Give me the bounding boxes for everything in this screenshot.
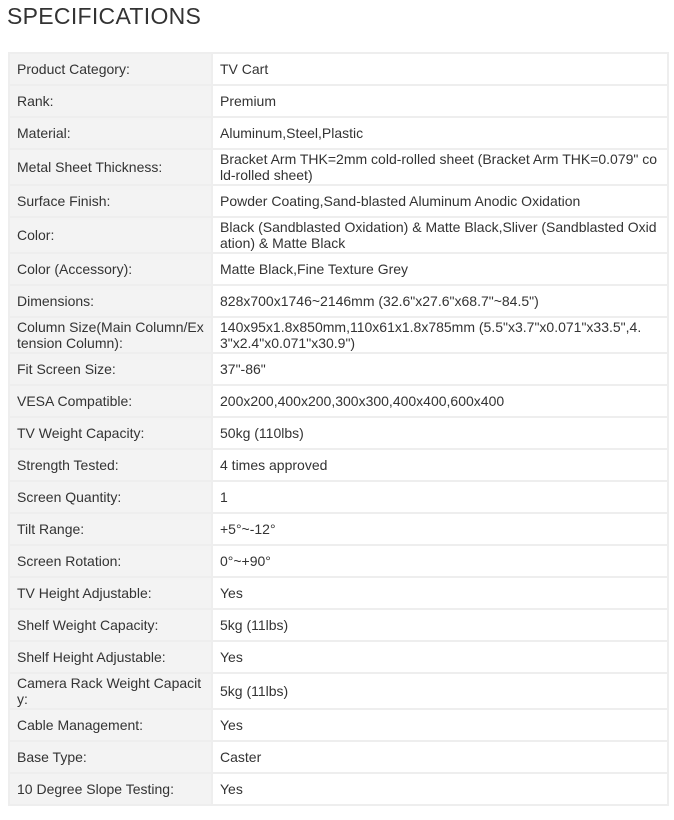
spec-label: Material: [9, 117, 212, 149]
spec-value: Yes [212, 577, 668, 609]
spec-value: +5°~-12° [212, 513, 668, 545]
table-row [9, 353, 668, 385]
table-row [9, 773, 668, 805]
table-row [9, 481, 668, 513]
table-row [9, 641, 668, 673]
spec-label: Color: [9, 217, 212, 253]
spec-value: 4 times approved [212, 449, 668, 481]
specifications-table [8, 52, 669, 806]
spec-label: Rank: [9, 85, 212, 117]
spec-label: Screen Rotation: [9, 545, 212, 577]
table-row [9, 53, 668, 85]
spec-label: Camera Rack Weight Capacity: [9, 673, 212, 709]
spec-value: Bracket Arm THK=2mm cold-rolled sheet (Bracket Arm THK=0.079" cold-rolled sheet) [212, 149, 668, 185]
spec-label: Cable Management: [9, 709, 212, 741]
table-row [9, 417, 668, 449]
table-row [9, 709, 668, 741]
table-row [9, 317, 668, 353]
table-row [9, 449, 668, 481]
table-row [9, 217, 668, 253]
table-row [9, 85, 668, 117]
spec-value: 37"-86" [212, 353, 668, 385]
spec-label: Tilt Range: [9, 513, 212, 545]
spec-value: TV Cart [212, 53, 668, 85]
table-row [9, 609, 668, 641]
table-row [9, 741, 668, 773]
spec-label: Dimensions: [9, 285, 212, 317]
spec-label: Screen Quantity: [9, 481, 212, 513]
table-row [9, 285, 668, 317]
table-row [9, 545, 668, 577]
spec-value: 5kg (11lbs) [212, 609, 668, 641]
spec-label: Product Category: [9, 53, 212, 85]
spec-label: TV Height Adjustable: [9, 577, 212, 609]
table-row [9, 253, 668, 285]
table-row [9, 117, 668, 149]
spec-label: TV Weight Capacity: [9, 417, 212, 449]
spec-value: 5kg (11lbs) [212, 673, 668, 709]
spec-value: Premium [212, 85, 668, 117]
spec-value: Yes [212, 773, 668, 805]
page-title: SPECIFICATIONS [7, 3, 202, 29]
spec-value: Yes [212, 641, 668, 673]
table-row [9, 185, 668, 217]
spec-label: Column Size(Main Column/Extension Column): [9, 317, 212, 353]
table-row [9, 513, 668, 545]
spec-value: Yes [212, 709, 668, 741]
spec-label: Color (Accessory): [9, 253, 212, 285]
spec-value: 50kg (110lbs) [212, 417, 668, 449]
spec-value: Matte Black,Fine Texture Grey [212, 253, 668, 285]
table-row [9, 385, 668, 417]
spec-value: Aluminum,Steel,Plastic [212, 117, 668, 149]
spec-label: Strength Tested: [9, 449, 212, 481]
spec-value: Black (Sandblasted Oxidation) & Matte Black,Sliver (Sandblasted Oxidation) & Matte Black [212, 217, 668, 253]
spec-label: 10 Degree Slope Testing: [9, 773, 212, 805]
spec-value: 0°~+90° [212, 545, 668, 577]
spec-value: 828x700x1746~2146mm (32.6"x27.6"x68.7"~84.5") [212, 285, 668, 317]
spec-value: 1 [212, 481, 668, 513]
spec-label: Shelf Weight Capacity: [9, 609, 212, 641]
table-row [9, 149, 668, 185]
spec-value: Powder Coating,Sand-blasted Aluminum Anodic Oxidation [212, 185, 668, 217]
spec-value: 140x95x1.8x850mm,110x61x1.8x785mm (5.5"x3.7"x0.071"x33.5",4.3"x2.4"x0.071"x30.9") [212, 317, 668, 353]
table-row [9, 577, 668, 609]
spec-label: Metal Sheet Thickness: [9, 149, 212, 185]
spec-value: Caster [212, 741, 668, 773]
spec-value: 200x200,400x200,300x300,400x400,600x400 [212, 385, 668, 417]
spec-label: VESA Compatible: [9, 385, 212, 417]
spec-label: Surface Finish: [9, 185, 212, 217]
table-row [9, 673, 668, 709]
spec-label: Fit Screen Size: [9, 353, 212, 385]
spec-label: Base Type: [9, 741, 212, 773]
spec-label: Shelf Height Adjustable: [9, 641, 212, 673]
